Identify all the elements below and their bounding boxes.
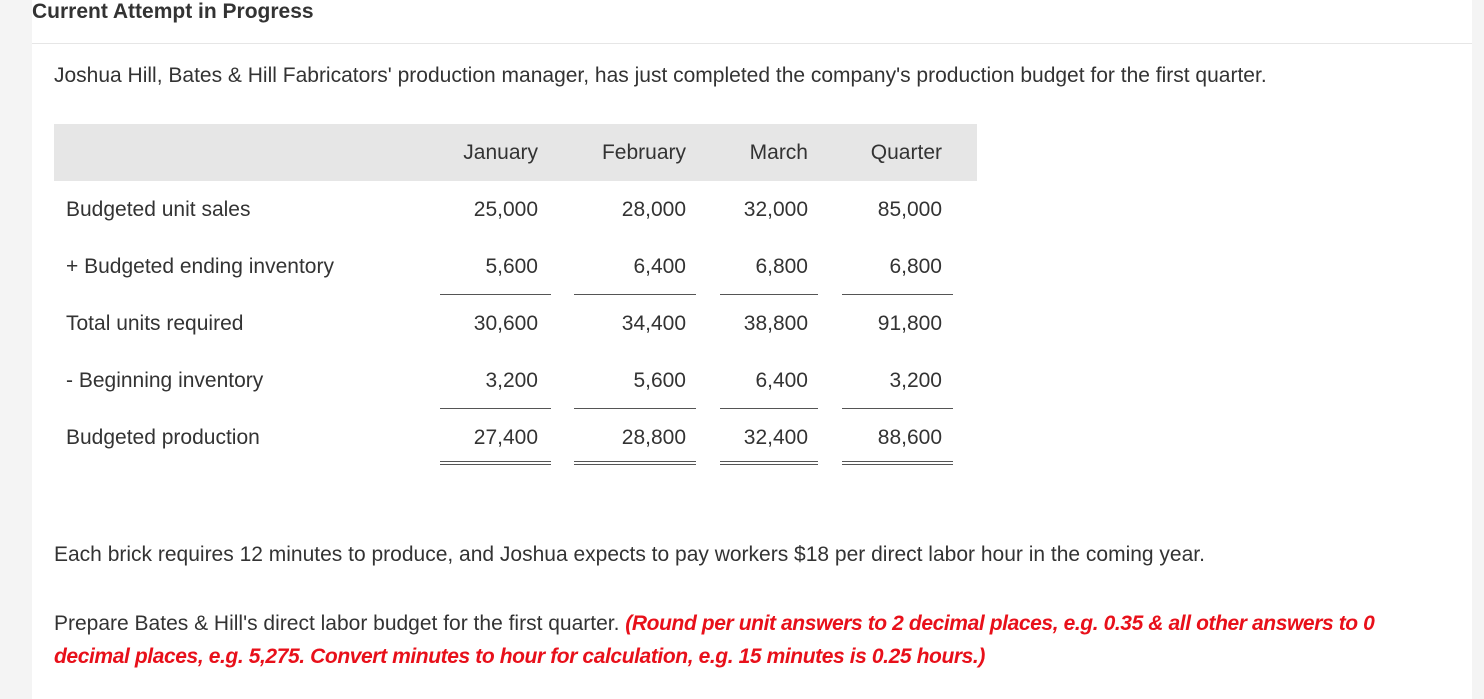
table-cell: 5,600: [633, 369, 686, 392]
total-double-rule: [440, 461, 551, 465]
question-panel: [32, 0, 1472, 699]
row-label: - Beginning inventory: [66, 369, 264, 392]
column-header-quarter: Quarter: [870, 141, 942, 164]
table-cell: 6,400: [755, 369, 808, 392]
attempt-status-title: Current Attempt in Progress: [32, 0, 314, 23]
table-cell: 38,800: [743, 312, 808, 335]
row-label: Budgeted production: [66, 426, 260, 449]
row-label: Budgeted unit sales: [66, 198, 251, 221]
column-header-march: March: [749, 141, 808, 164]
table-cell: 6,800: [755, 255, 808, 278]
table-cell: 30,600: [473, 312, 538, 335]
instructions-text: Prepare Bates & Hill's direct labor budget for the first quarter.: [54, 612, 626, 635]
table-cell: 3,200: [889, 369, 942, 392]
header-divider: [32, 43, 1472, 44]
table-header-row: [54, 124, 977, 181]
table-cell: 34,400: [621, 312, 686, 335]
table-cell: 6,400: [633, 255, 686, 278]
rounding-instructions: (Round per unit answers to 2 decimal places, e.g. 0.35 & all other answers to 0 decimal places, e.g. 5,275. Convert minutes to hour for calculation, e.g. 15 minutes is 0.25 hours.): [54, 612, 1375, 668]
table-row: [54, 352, 977, 409]
column-header-january: January: [463, 141, 538, 164]
table-cell: 32,000: [743, 198, 808, 221]
table-cell: 32,400: [743, 426, 808, 449]
table-cell: 85,000: [877, 198, 942, 221]
table-cell: 91,800: [877, 312, 942, 335]
table-row: [54, 181, 977, 238]
table-cell: 3,200: [485, 369, 538, 392]
total-double-rule: [842, 461, 953, 465]
table-cell: 6,800: [889, 255, 942, 278]
table-row: [54, 295, 977, 352]
table-cell: 27,400: [473, 426, 538, 449]
row-label: Total units required: [66, 312, 244, 335]
table-cell: 5,600: [485, 255, 538, 278]
table-row: [54, 409, 977, 466]
column-header-february: February: [601, 141, 686, 164]
table-row: [54, 238, 977, 295]
production-budget-table: [54, 124, 977, 466]
total-double-rule: [574, 461, 696, 465]
labor-rate-info: Each brick requires 12 minutes to produce, and Joshua expects to pay workers $18 per direct labor hour in the coming year.: [54, 543, 1205, 566]
table-cell: 25,000: [473, 198, 538, 221]
table-cell: 28,800: [621, 426, 686, 449]
total-double-rule: [720, 461, 818, 465]
table-cell: 88,600: [877, 426, 942, 449]
row-label: + Budgeted ending inventory: [66, 255, 334, 278]
table-cell: 28,000: [621, 198, 686, 221]
problem-intro: Joshua Hill, Bates & Hill Fabricators' production manager, has just completed the company's production budget for the first quarter.: [54, 64, 1267, 87]
instructions: [54, 607, 1454, 673]
